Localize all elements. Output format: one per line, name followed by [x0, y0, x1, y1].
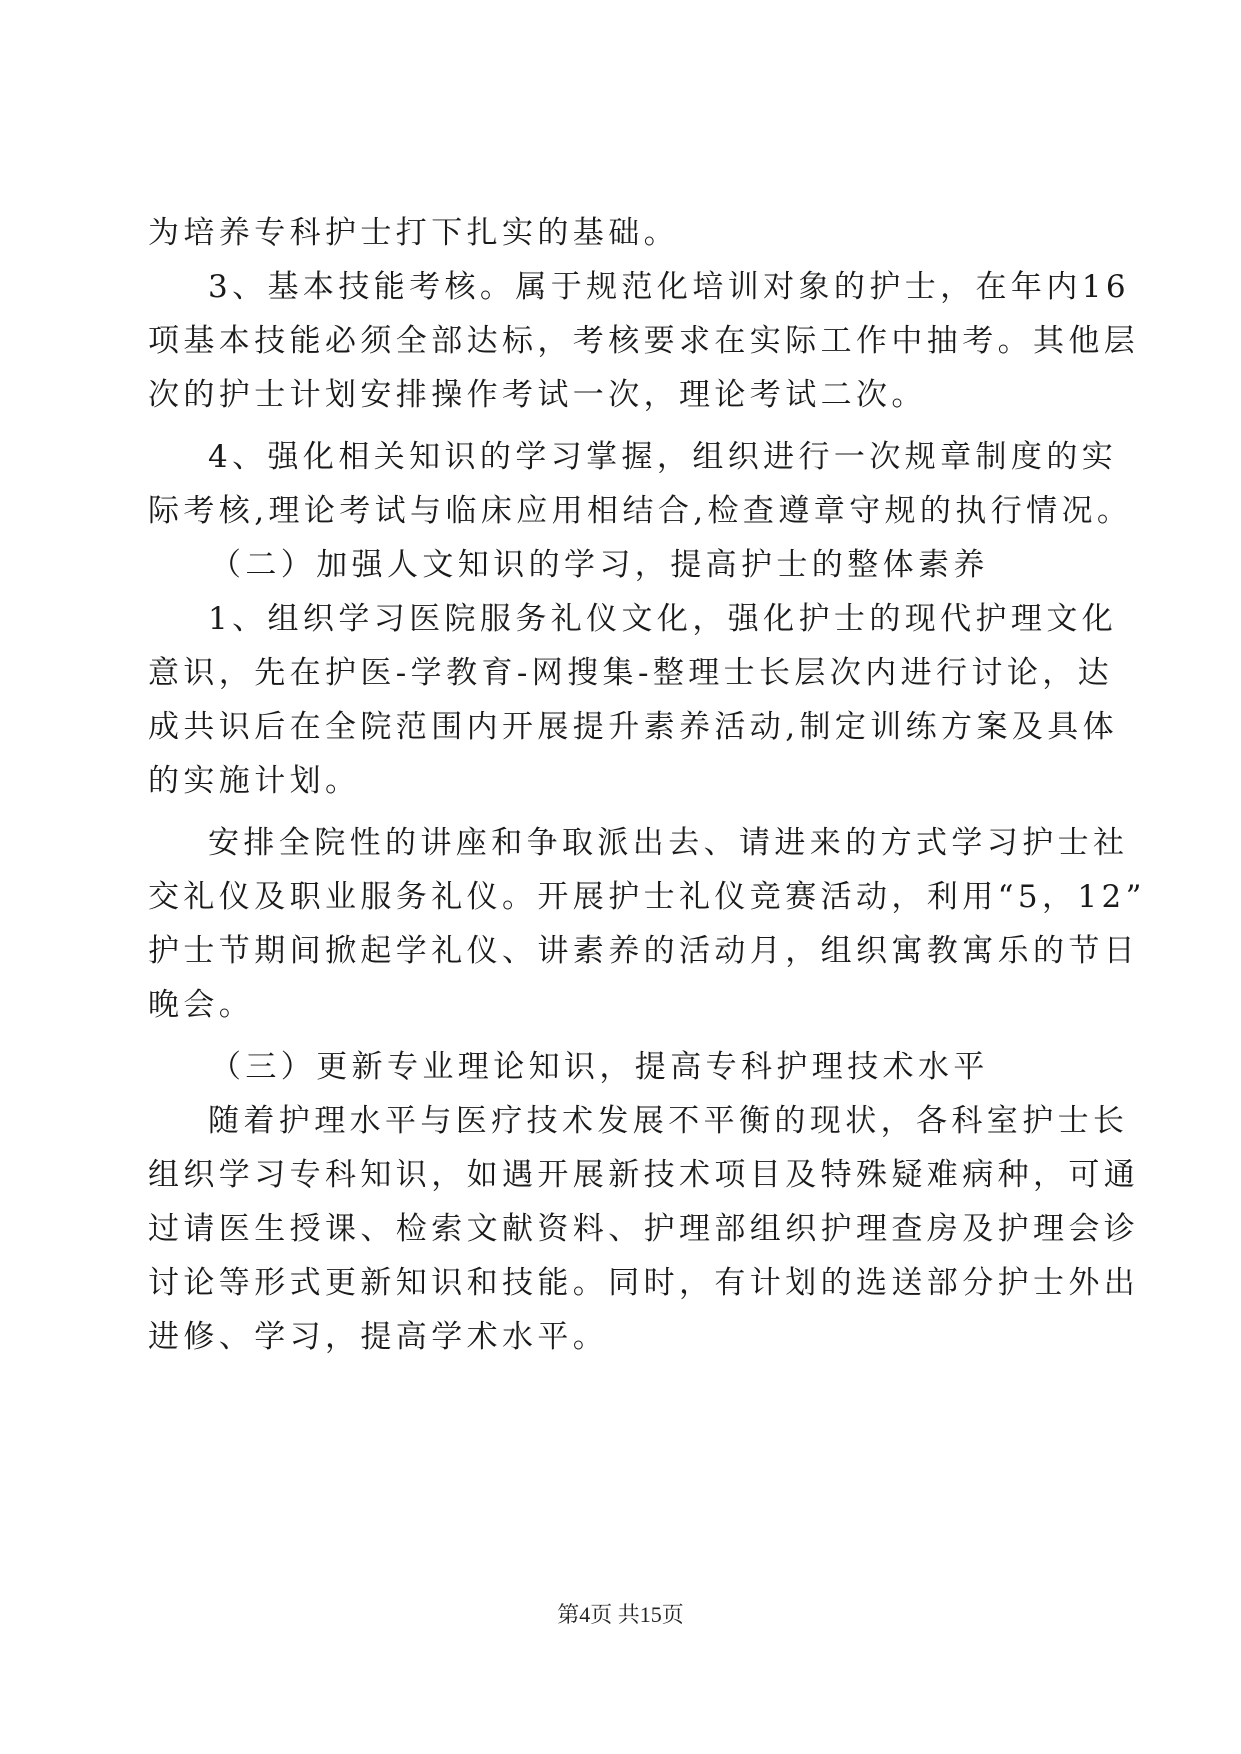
body-line-6: 际考核,理论考试与临床应用相结合,检查遵章守规的执行情况。 — [148, 493, 1133, 529]
body-line-13: 交礼仪及职业服务礼仪。开展护士礼仪竞赛活动，利用“5，12” — [148, 879, 1146, 915]
section-heading-2: （二）加强人文知识的学习，提高护士的整体素养 — [210, 547, 989, 583]
body-line-11: 的实施计划。 — [148, 763, 361, 799]
body-line-20: 讨论等形式更新知识和技能。同时，有计划的选送部分护士外出 — [148, 1265, 1140, 1301]
body-line-3: 项基本技能必须全部达标，考核要求在实际工作中抽考。其他层 — [148, 323, 1140, 359]
section-heading-3: （三）更新专业理论知识，提高专科护理技术水平 — [210, 1049, 989, 1085]
body-line-14: 护士节期间掀起学礼仪、讲素养的活动月，组织寓教寓乐的节日 — [148, 933, 1140, 969]
body-line-18: 组织学习专科知识，如遇开展新技术项目及特殊疑难病种，可通 — [148, 1157, 1140, 1193]
body-line-12: 安排全院性的讲座和争取派出去、请进来的方式学习护士社 — [208, 825, 1129, 861]
body-line-5: 4、强化相关知识的学习掌握，组织进行一次规章制度的实 — [208, 439, 1118, 475]
page-number-footer: 第4页 共15页 — [557, 1602, 684, 1627]
body-line-8: 1、组织学习医院服务礼仪文化，强化护士的现代护理文化 — [208, 601, 1118, 637]
body-line-1: 为培养专科护士打下扎实的基础。 — [148, 215, 679, 251]
body-line-4: 次的护士计划安排操作考试一次，理论考试二次。 — [148, 377, 927, 413]
body-line-19: 过请医生授课、检索文献资料、护理部组织护理查房及护理会诊 — [148, 1211, 1140, 1247]
body-line-21: 进修、学习，提高学术水平。 — [148, 1319, 609, 1355]
body-line-10: 成共识后在全院范围内开展提升素养活动,制定训练方案及具体 — [148, 709, 1119, 745]
body-line-9: 意识，先在护医-学教育-网搜集-整理士长层次内进行讨论，达 — [148, 655, 1114, 691]
body-line-15: 晚会。 — [148, 987, 255, 1023]
body-line-2: 3、基本技能考核。属于规范化培训对象的护士，在年内16 — [208, 269, 1130, 305]
body-line-17: 随着护理水平与医疗技术发展不平衡的现状，各科室护士长 — [208, 1103, 1129, 1139]
